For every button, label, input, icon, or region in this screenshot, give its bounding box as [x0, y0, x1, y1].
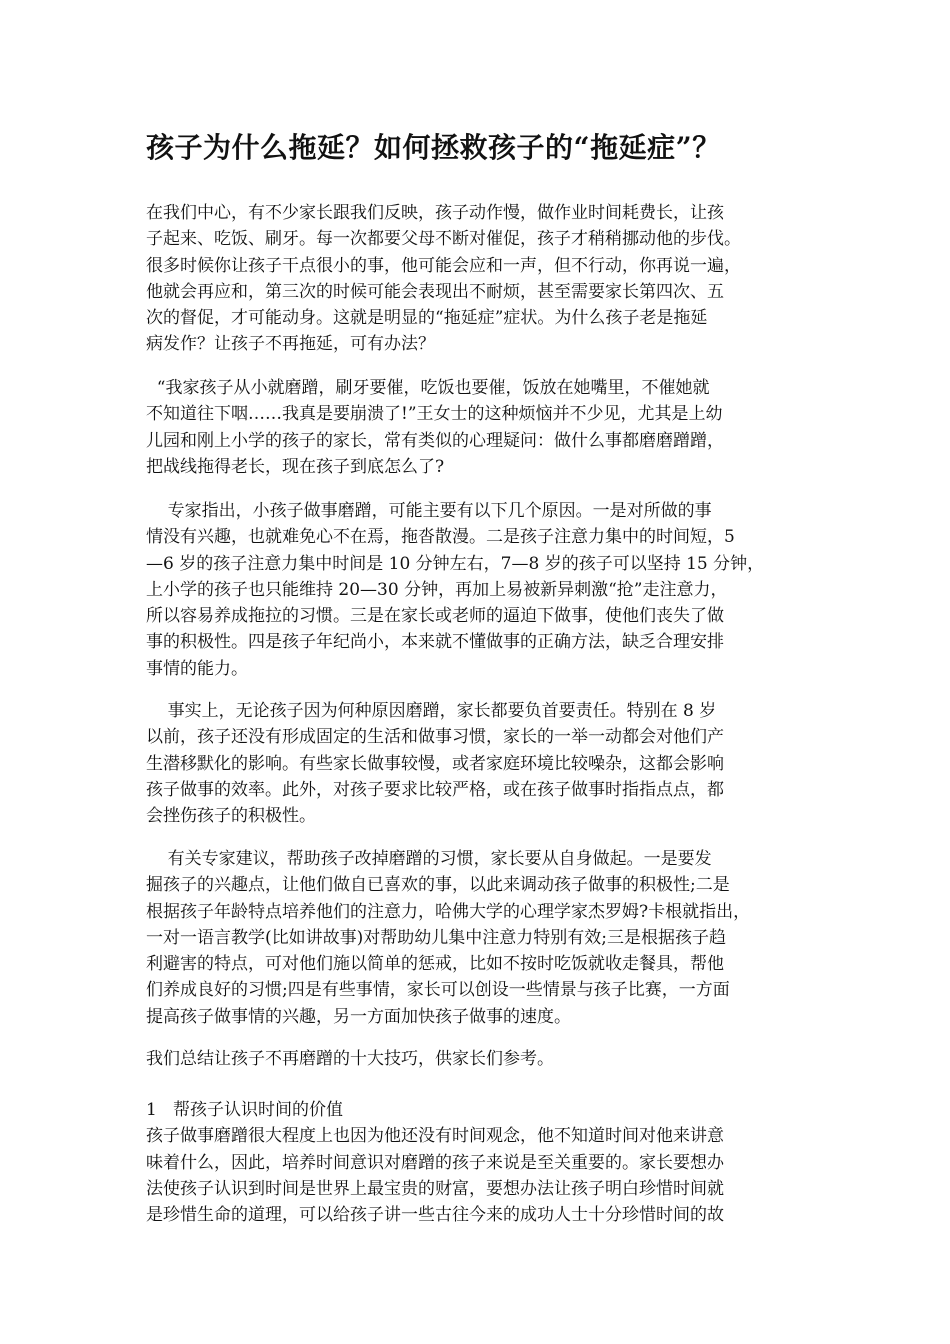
text-line: 生潜移默化的影响。有些家长做事较慢，或者家庭环境比较噪杂，这都会影响: [146, 753, 724, 774]
paragraph-summary: [146, 1046, 818, 1072]
text-line: 孩子做事的效率。此外，对孩子要求比较严格，或在孩子做事时指指点点，都: [146, 779, 724, 800]
text-line: 次的督促，才可能动身。这就是明显的“拖延症”症状。为什么孩子老是拖延: [146, 308, 708, 329]
text-line: 我们总结让孩子不再磨蹭的十大技巧，供家长们参考。: [146, 1049, 554, 1069]
paragraph-reasons: [146, 498, 818, 682]
text-line: “我家孩子从小就磨蹭，刷牙要催，吃饭也要催，饭放在她嘴里，不催她就: [146, 378, 710, 398]
text-line: 提高孩子做事情的兴趣，另一方面加快孩子做事的速度。: [146, 1006, 571, 1027]
text-line: 病发作？让孩子不再拖延，可有办法？: [146, 334, 435, 355]
paragraph-quote: [146, 375, 818, 480]
text-line: 味着什么，因此，培养时间意识对磨蹭的孩子来说是至关重要的。家长要想办: [146, 1152, 724, 1173]
text-line: 一对一语言教学(比如讲故事)对帮助幼儿集中注意力特别有效;三是根据孩子趋: [146, 927, 726, 948]
text-line: 专家指出，小孩子做事磨蹭，可能主要有以下几个原因。一是对所做的事: [146, 501, 712, 521]
text-line: 孩子做事磨蹭很大程度上也因为他还没有时间观念，他不知道时间对他来讲意: [146, 1126, 724, 1147]
text-line: 利避害的特点，可对他们施以简单的惩戒，比如不按时吃饭就收走餐具，帮他: [146, 954, 724, 975]
text-line: 子起来、吃饭、刷牙。每一次都要父母不断对催促，孩子才稍稍挪动他的步伐。: [146, 229, 741, 250]
text-line: 们养成良好的习惯;四是有些事情，家长可以创设一些情景与孩子比赛，一方面: [146, 980, 730, 1001]
paragraph-intro: [146, 200, 818, 358]
tip-heading: 1 帮孩子认识时间的价值: [146, 1100, 344, 1120]
text-line: 事实上，无论孩子因为何种原因磨蹭，家长都要负首要责任。特别在 8 岁: [146, 701, 717, 721]
paragraph-tip-1: [146, 1097, 818, 1228]
text-line: 根据孩子年龄特点培养他们的注意力，哈佛大学的心理学家杰罗姆?卡根就指出，: [146, 901, 751, 922]
document-title: 孩子为什么拖延？如何拯救孩子的“拖延症”？: [146, 131, 721, 164]
paragraph-responsibility: [146, 698, 818, 829]
text-line: 在我们中心，有不少家长跟我们反映，孩子动作慢，做作业时间耗费长，让孩: [146, 203, 724, 223]
text-line: 事情的能力。: [146, 658, 248, 679]
text-line: 会挫伤孩子的积极性。: [146, 806, 316, 827]
text-line: 很多时候你让孩子干点很小的事，他可能会应和一声，但不行动，你再说一遍，: [146, 255, 741, 276]
paragraph-advice: [146, 846, 818, 1030]
text-line: 以前，孩子还没有形成固定的生活和做事习惯，家长的一举一动都会对他们产: [146, 727, 724, 748]
text-line: 掘孩子的兴趣点，让他们做自已喜欢的事，以此来调动孩子做事的积极性;二是: [146, 875, 730, 896]
text-line: 情没有兴趣，也就难免心不在焉，拖沓散漫。二是孩子注意力集中的时间短，5: [146, 527, 735, 548]
text-line: 所以容易养成拖拉的习惯。三是在家长或老师的逼迫下做事，使他们丧失了做: [146, 606, 724, 627]
text-line: 是珍惜生命的道理，可以给孩子讲一些古往今来的成功人士十分珍惜时间的故: [146, 1205, 724, 1226]
text-line: 他就会再应和，第三次的时候可能会表现出不耐烦，甚至需要家长第四次、五: [146, 281, 724, 302]
text-line: 把战线拖得老长，现在孩子到底怎么了?: [146, 456, 445, 477]
text-line: —6 岁的孩子注意力集中时间是 10 分钟左右，7—8 岁的孩子可以坚持 15 分钟，: [146, 553, 765, 574]
text-line: 有关专家建议，帮助孩子改掉磨蹭的习惯，家长要从自身做起。一是要发: [146, 849, 712, 869]
text-line: 事的积极性。四是孩子年纪尚小，本来就不懂做事的正确方法，缺乏合理安排: [146, 632, 724, 653]
text-line: 上小学的孩子也只能维持 20—30 分钟，再加上易被新异刺激“抢”走注意力，: [146, 579, 728, 600]
text-line: 儿园和刚上小学的孩子的家长，常有类似的心理疑问：做什么事都磨磨蹭蹭，: [146, 430, 724, 451]
text-line: 不知道往下咽……我真是要崩溃了!”王女士的这种烦恼并不少见，尤其是上幼: [146, 404, 723, 425]
text-line: 法使孩子认识到时间是世界上最宝贵的财富，要想办法让孩子明白珍惜时间就: [146, 1178, 724, 1199]
